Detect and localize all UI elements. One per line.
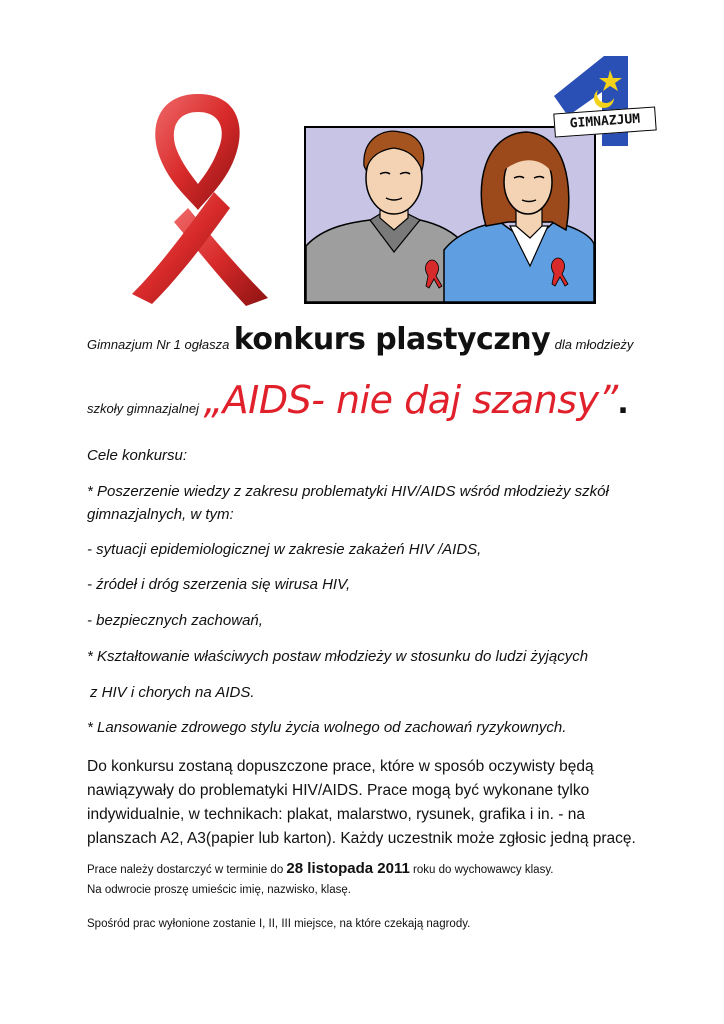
headline-school-type: szkoły gimnazjalnej <box>87 401 199 416</box>
prizes-note: Spośród prac wyłonione zostanie I, II, III miejsce, na które czekają nagrody. <box>87 918 471 930</box>
goal-1-line-2: gimnazjalnych, w tym: <box>87 506 234 523</box>
headline-line-1 <box>87 322 633 357</box>
goal-2-line-2: z HIV i chorych na AIDS. <box>90 684 255 701</box>
logo-one-shape <box>546 54 656 154</box>
goal-sub-3: - bezpiecznych zachowań, <box>87 612 263 629</box>
back-note: Na odwrocie proszę umieścic imię, nazwisko, klasę. <box>87 884 351 896</box>
school-logo <box>546 54 656 154</box>
deadline-date: 28 listopada 2011 <box>286 860 410 877</box>
headline-prefix: Gimnazjum Nr 1 ogłasza <box>87 337 230 352</box>
goal-1-line-1: * Poszerzenie wiedzy z zakresu problematyki HIV/AIDS wśród młodzieży szkół <box>87 483 609 500</box>
headline-line-2 <box>87 378 628 423</box>
goal-sub-1: - sytuacji epidemiologicznej w zakresie zakażeń HIV /AIDS, <box>87 541 482 558</box>
deadline-note <box>87 860 553 877</box>
goal-3: * Lansowanie zdrowego stylu życia wolnego od zachowań ryzykownych. <box>87 719 567 736</box>
deadline-prefix: Prace należy dostarczyć w terminie do <box>87 864 284 876</box>
goals-heading: Cele konkursu: <box>87 447 188 464</box>
logo-text: GIMNAZJUM <box>553 106 656 137</box>
goal-2-line-1: * Kształtowanie właściwych postaw młodzieży w stosunku do ludzi żyjących <box>87 648 589 665</box>
title-period: . <box>617 380 629 422</box>
contest-title: „AIDS- nie daj szansy” <box>203 378 618 422</box>
deadline-suffix: roku do wychowawcy klasy. <box>413 864 554 876</box>
rules-paragraph: Do konkursu zostaną dopuszczone prace, które w sposób oczywisty będą nawiązywały do problematyki HIV/AIDS. Prace mogą być wykonane tylko indywidualnie, w technikach: plakat, malarstwo, rysunek, grafika i in. - na planszach A2, A3(papier lub karton). Każdy uczestnik może zgłosic jedną pracę. <box>87 758 636 847</box>
red-ribbon-icon <box>118 88 278 310</box>
headline-contest-type: konkurs plastyczny <box>233 322 551 357</box>
goal-sub-2: - źródeł i dróg szerzenia się wirusa HIV, <box>87 576 351 593</box>
headline-suffix: dla młodzieży <box>554 337 634 352</box>
